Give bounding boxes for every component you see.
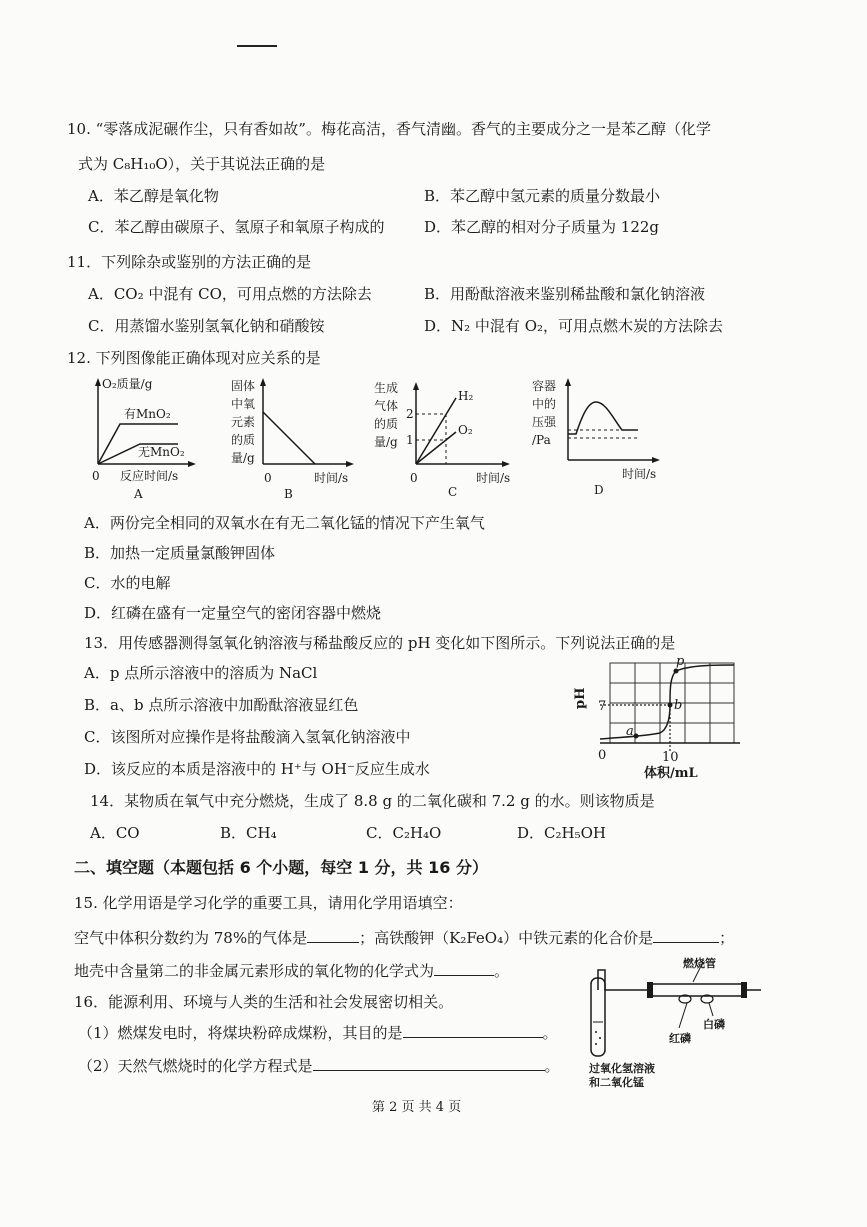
label-solution-2: 和二氧化锰 [589, 1076, 644, 1089]
graph-c-y-label-4: 量/g [374, 435, 398, 449]
q12-graph-d [530, 376, 670, 501]
graph-d-y-label-4: /Pa [532, 433, 551, 447]
q13-option-a: A．p 点所示溶液中的溶质为 NaCl [84, 664, 318, 682]
graph-c-tick-1: 1 [406, 433, 414, 447]
q12-graph-b [228, 378, 358, 508]
label-white-phosphorus: 白磷 [703, 1018, 725, 1031]
q15-stem: 15. 化学用语是学习化学的重要工具，请用化学用语填空： [74, 894, 463, 912]
ph-origin: 0 [598, 748, 607, 763]
q13-option-d: D．该反应的本质是溶液中的 H⁺与 OH⁻反应生成水 [84, 760, 430, 778]
q16-blank-2[interactable] [313, 1070, 545, 1071]
q13-option-b: B．a、b 点所示溶液中加酚酞溶液显红色 [84, 696, 359, 714]
graph-d-tag: D [594, 483, 604, 497]
graph-c-o2-label: O₂ [458, 423, 473, 437]
graph-c-x-label: 时间/s [476, 471, 511, 485]
graph-c-tag: C [448, 485, 458, 499]
graph-c-origin: 0 [410, 471, 418, 485]
graph-c-curve-h2 [416, 398, 456, 464]
q10-stem-line1: 10. “零落成泥碾作尘，只有香如故”。梅花高洁，香气清幽。香气的主要成分之一是苯乙醇（化学 [67, 120, 711, 138]
q11-option-a: A．CO₂ 中混有 CO，可用点燃的方法除去 [88, 285, 372, 303]
graph-b-x-label: 时间/s [314, 471, 349, 485]
graph-c-y-label-1: 生成 [374, 381, 399, 395]
q15-line1 [74, 928, 734, 948]
q16-apparatus [585, 958, 765, 1093]
q12-option-b: B．加热一定质量氯酸钾固体 [84, 544, 276, 562]
top-mark [237, 45, 277, 47]
page-footer: 第 2 页 共 4 页 [372, 1100, 462, 1115]
graph-c-curve-o2 [416, 432, 456, 464]
q11-option-d: D．N₂ 中混有 O₂，可用点燃木炭的方法除去 [424, 317, 724, 335]
q16-sub1 [78, 1023, 558, 1043]
q16-stem: 16．能源利用、环境与人类的生活和社会发展密切相关。 [74, 993, 454, 1011]
ph-label-p: p [676, 654, 685, 669]
q15-line1-part-a: 空气中体积分数约为 78%的气体是 [74, 929, 308, 947]
ph-point-p [674, 669, 679, 674]
q14-option-c: C．C₂H₄O [366, 824, 442, 842]
q14-option-d: D．C₂H₅OH [517, 824, 606, 842]
q12-graph-c [372, 378, 522, 508]
q10-option-c: C．苯乙醇由碳原子、氢原子和氧原子构成的 [88, 218, 385, 236]
q16-sub2 [78, 1056, 560, 1076]
graph-b-y-label-5: 量/g [231, 451, 255, 465]
q10-stem-line2: 式为 C₈H₁₀O），关于其说法正确的是 [78, 155, 326, 173]
q10-option-a: A．苯乙醇是氧化物 [88, 187, 219, 205]
graph-a-tag: A [134, 487, 143, 501]
graph-d-x-label: 时间/s [622, 467, 657, 481]
q16-sub2-text: （2）天然气燃烧时的化学方程式是 [78, 1057, 313, 1075]
q13-ph-graph [570, 655, 750, 785]
section2-heading: 二、填空题（本题包括 6 个小题，每空 1 分，共 16 分） [74, 858, 488, 877]
q12-graph-a [88, 372, 198, 507]
graph-b-curve [263, 412, 315, 464]
label-red-phosphorus: 红磷 [669, 1032, 691, 1045]
q11-option-c: C．用蒸馏水鉴别氢氧化钠和硝酸铵 [88, 317, 325, 335]
graph-d-y-label-1: 容器 [532, 379, 557, 393]
q15-line1-part-c: ； [719, 929, 735, 947]
graph-a-curve2-label: 无MnO₂ [138, 445, 185, 459]
q15-line1-part-b: ；高铁酸钾（K₂FeO₄）中铁元素的化合价是 [359, 929, 654, 947]
ph-label-a: a [626, 724, 634, 739]
graph-b-origin: 0 [264, 471, 272, 485]
q16-sub1-end: 。 [542, 1024, 558, 1042]
combustion-tube [649, 984, 745, 996]
q14-option-b: B．CH₄ [220, 824, 277, 842]
q12-option-d: D．红磷在盛有一定量空气的密闭容器中燃烧 [84, 604, 382, 622]
ph-curve [600, 665, 734, 739]
q16-sub2-end: 。 [544, 1057, 560, 1075]
graph-c-y-label-2: 气体 [374, 399, 399, 413]
graph-b-tag: B [284, 487, 293, 501]
graph-c-h2-label: H₂ [458, 389, 474, 403]
ph-y-label: pH [573, 687, 588, 709]
ph-label-b: b [674, 698, 683, 713]
ph-y-value: 7 [598, 699, 607, 714]
q14-stem: 14．某物质在氧气中充分燃烧，生成了 8.8 g 的二氧化碳和 7.2 g 的水。则该物质是 [90, 792, 655, 810]
graph-a-origin: 0 [92, 469, 100, 483]
q15-blank-3[interactable] [434, 975, 494, 976]
ph-point-b [668, 703, 673, 708]
ph-point-a [634, 734, 639, 739]
q12-option-c: C．水的电解 [84, 574, 171, 592]
q15-line2 [74, 961, 509, 981]
q10-option-d: D．苯乙醇的相对分子质量为 122g [424, 218, 660, 236]
q15-blank-2[interactable] [653, 942, 719, 943]
q11-stem: 11．下列除杂或鉴别的方法正确的是 [67, 253, 312, 271]
graph-a-x-label: 反应时间/s [120, 469, 179, 483]
q10-option-b: B．苯乙醇中氢元素的质量分数最小 [424, 187, 661, 205]
q12-option-a: A．两份完全相同的双氧水在有无二氧化锰的情况下产生氧气 [84, 514, 485, 532]
q13-stem: 13．用传感器测得氢氧化钠溶液与稀盐酸反应的 pH 变化如下图所示。下列说法正确的是 [84, 634, 676, 652]
q16-blank-1[interactable] [403, 1037, 543, 1038]
label-combustion-tube: 燃烧管 [683, 957, 716, 970]
graph-a-curve1-label: 有MnO₂ [124, 407, 171, 421]
graph-b-y-label-3: 元素 [231, 415, 256, 429]
graph-b-y-label-1: 固体 [231, 379, 256, 393]
q15-line2-part-a: 地壳中含量第二的非金属元素形成的氧化物的化学式为 [74, 962, 435, 980]
q13-option-c: C．该图所对应操作是将盐酸滴入氢氧化钠溶液中 [84, 728, 411, 746]
graph-d-y-label-3: 压强 [532, 415, 557, 429]
q15-blank-1[interactable] [307, 942, 359, 943]
q15-line2-part-b: 。 [494, 962, 510, 980]
graph-d-y-label-2: 中的 [532, 397, 557, 411]
graph-c-y-label-3: 的质 [374, 417, 399, 431]
label-solution-1: 过氧化氢溶液 [589, 1062, 655, 1075]
q16-sub1-text: （1）燃煤发电时，将煤块粉碎成煤粉，其目的是 [78, 1024, 403, 1042]
q12-stem: 12. 下列图像能正确体现对应关系的是 [67, 349, 321, 367]
graph-c-tick-2: 2 [406, 407, 414, 421]
graph-a-y-label: O₂质量/g [102, 377, 153, 391]
ph-x-value: 10 [662, 750, 679, 765]
graph-b-y-label-4: 的质 [231, 433, 256, 447]
graph-b-y-label-2: 中氧 [231, 397, 256, 411]
graph-d-curve [568, 402, 638, 434]
ph-x-label: 体积/mL [644, 766, 698, 781]
q14-option-a: A．CO [90, 824, 140, 842]
q11-option-b: B．用酚酞溶液来鉴别稀盐酸和氯化钠溶液 [424, 285, 706, 303]
